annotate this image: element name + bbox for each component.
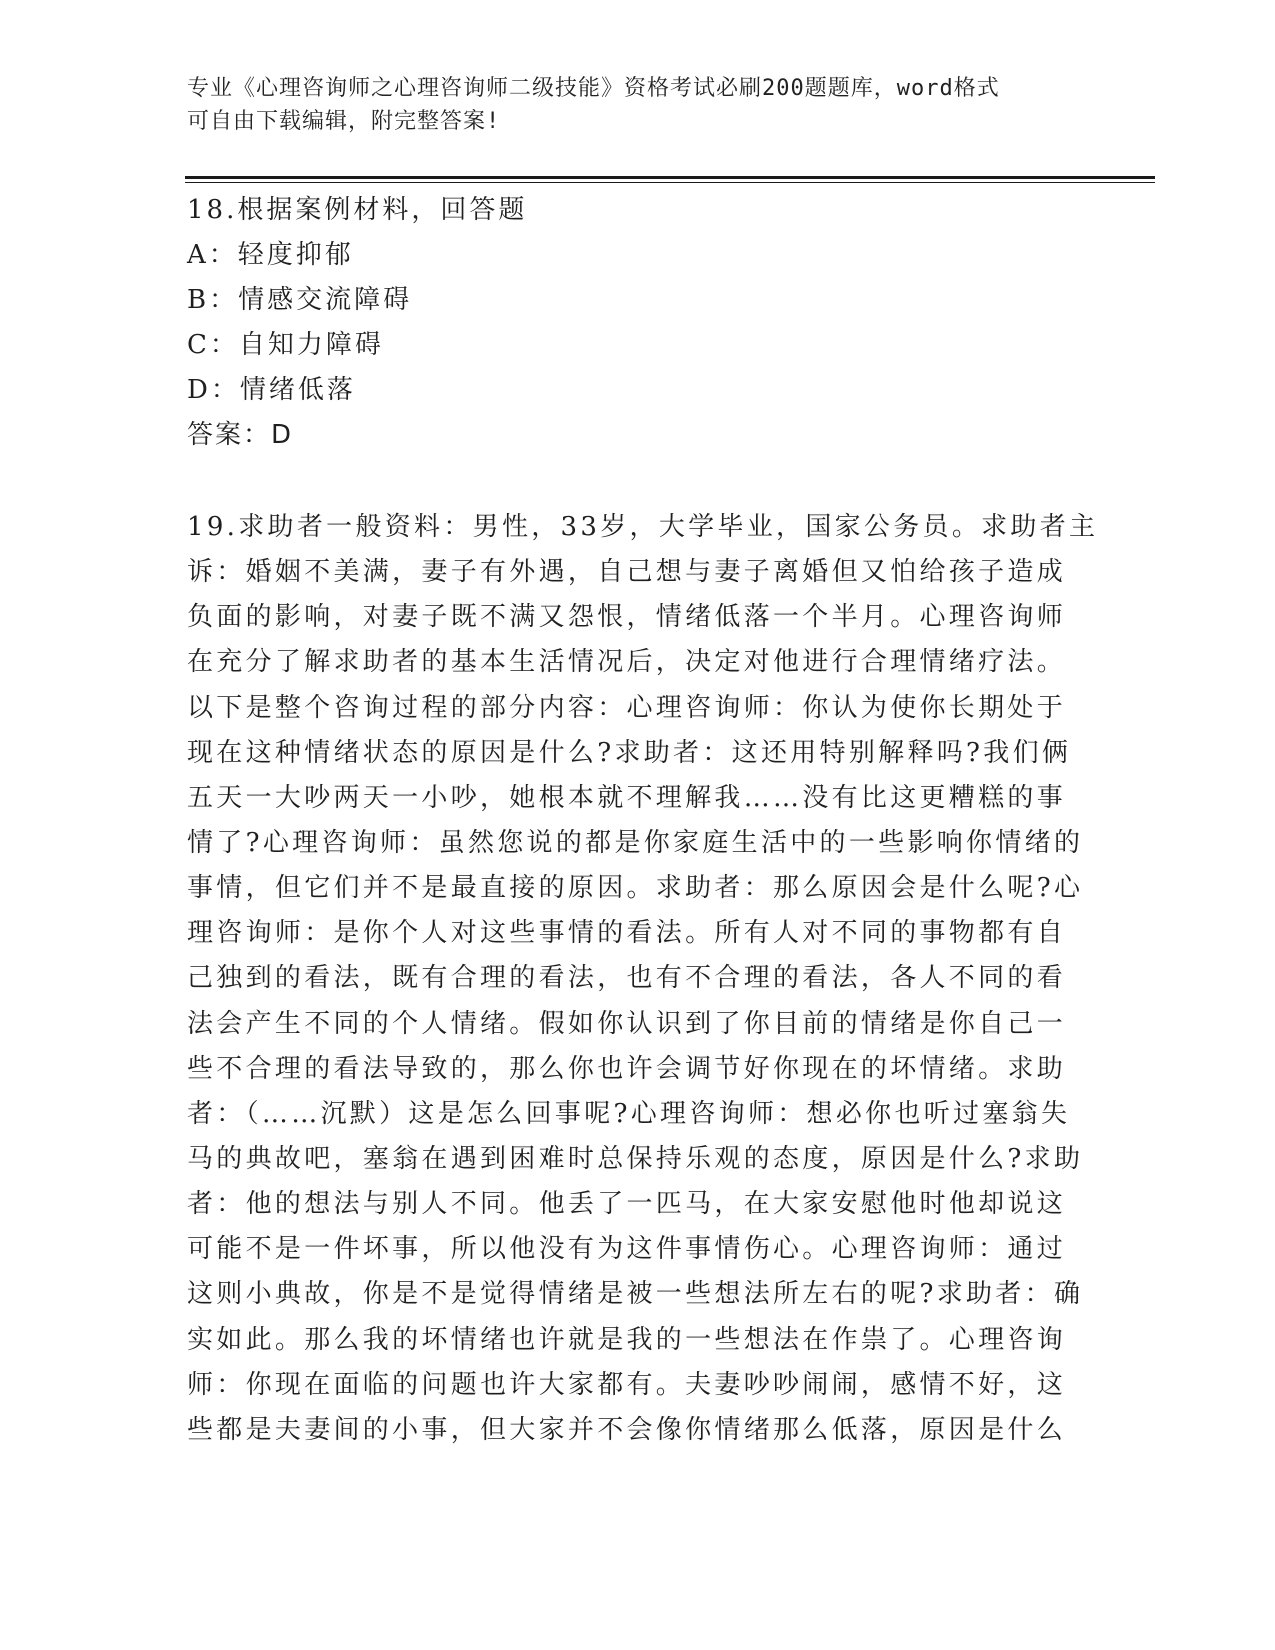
question-stem: 18.根据案例材料，回答题 bbox=[187, 195, 528, 225]
paragraph-line: 己独到的看法，既有合理的看法，也有不合理的看法，各人不同的看 bbox=[187, 963, 1067, 994]
paragraph-line: 五天一大吵两天一小吵，她根本就不理解我……没有比这更糟糕的事 bbox=[187, 782, 1067, 813]
option-c: C：自知力障碍 bbox=[187, 330, 384, 360]
paragraph-line: 实如此。那么我的坏情绪也许就是我的一些想法在作祟了。心理咨询 bbox=[187, 1324, 1067, 1355]
paragraph-line: 负面的影响，对妻子既不满又怨恨，情绪低落一个半月。心理咨询师 bbox=[187, 602, 1067, 633]
paragraph-line: 现在这种情绪状态的原因是什么?求助者：这还用特别解释吗?我们俩 bbox=[187, 737, 1072, 768]
paragraph-line: 些不合理的看法导致的，那么你也许会调节好你现在的坏情绪。求助 bbox=[187, 1053, 1067, 1084]
option-a: A：轻度抑郁 bbox=[187, 240, 354, 270]
paragraph-line: 这则小典故，你是不是觉得情绪是被一些想法所左右的呢?求助者：确 bbox=[187, 1279, 1084, 1310]
paragraph-line: 19.求助者一般资料：男性，33岁，大学毕业，国家公务员。求助者主 bbox=[187, 512, 1099, 542]
paragraph-line: 诉：婚姻不美满，妻子有外遇，自己想与妻子离婚但又怕给孩子造成 bbox=[187, 557, 1067, 588]
paragraph-line: 者：他的想法与别人不同。他丢了一匹马，在大家安慰他时他却说这 bbox=[187, 1189, 1067, 1220]
paragraph-line: 可能不是一件坏事，所以他没有为这件事情伤心。心理咨询师：通过 bbox=[187, 1234, 1067, 1265]
option-b: B：情感交流障碍 bbox=[187, 285, 413, 315]
paragraph-line: 马的典故吧，塞翁在遇到困难时总保持乐观的态度，原因是什么?求助 bbox=[187, 1143, 1084, 1174]
header-divider-thin bbox=[185, 182, 1155, 183]
paragraph-line: 理咨询师：是你个人对这些事情的看法。所有人对不同的事物都有自 bbox=[187, 918, 1067, 949]
question-18 bbox=[187, 188, 1087, 458]
paragraph-line: 在充分了解求助者的基本生活情况后，决定对他进行合理情绪疗法。 bbox=[187, 647, 1067, 678]
paragraph-line: 师：你现在面临的问题也许大家都有。夫妻吵吵闹闹，感情不好，这 bbox=[187, 1369, 1067, 1400]
paragraph-line: 法会产生不同的个人情绪。假如你认识到了你目前的情绪是你自己一 bbox=[187, 1008, 1067, 1039]
header-line: 可自由下载编辑，附完整答案! bbox=[187, 109, 501, 134]
paragraph-line: 情了?心理咨询师：虽然您说的都是你家庭生活中的一些影响你情绪的 bbox=[187, 827, 1084, 858]
paragraph-line: 以下是整个咨询过程的部分内容：心理咨询师：你认为使你长期处于 bbox=[187, 692, 1067, 723]
paragraph-line: 些都是夫妻间的小事，但大家并不会像你情绪那么低落，原因是什么 bbox=[187, 1414, 1067, 1445]
paragraph-line: 者：（……沉默）这是怎么回事呢?心理咨询师：想必你也听过塞翁失 bbox=[187, 1098, 1071, 1129]
header-divider-thick bbox=[185, 176, 1155, 179]
header-line: 专业《心理咨询师之心理咨询师二级技能》资格考试必刷200题题库，word格式 bbox=[187, 76, 1000, 101]
option-d: D：情绪低落 bbox=[187, 375, 356, 405]
answer-text: 答案：D bbox=[187, 420, 294, 450]
question-19 bbox=[187, 505, 1099, 1453]
document-header bbox=[187, 72, 1067, 138]
paragraph-line: 事情，但它们并不是最直接的原因。求助者：那么原因会是什么呢?心 bbox=[187, 873, 1084, 904]
